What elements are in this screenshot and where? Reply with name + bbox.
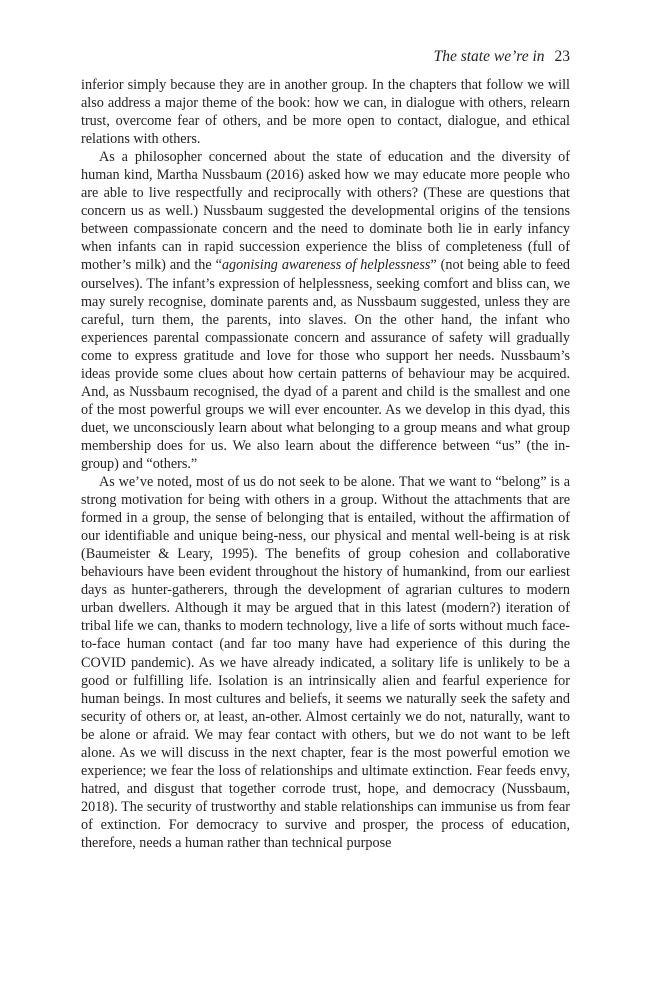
chapter-running-title: The state we’re in <box>433 48 545 65</box>
page-number: 23 <box>554 48 570 65</box>
paragraph-2 <box>81 148 570 473</box>
paragraph-2-text-before: As a philosopher concerned about the state of education and the diversity of human kind, Martha Nussbaum (2016) asked how we may educate more people who are able to live respectfully and reciprocally with others? (These are questions that concern us as well.) Nussbaum suggested the developmental origins of the tensions between compassionate concern and the need to dominate both lie in early infancy when infants can in rapid succession experience the bliss of completeness (full of mother’s milk) and the “ <box>81 149 570 274</box>
book-page <box>81 0 570 1000</box>
paragraph-2-italic-quote: agonising awareness of helplessness <box>221 257 431 274</box>
running-head <box>434 48 570 66</box>
body-text <box>81 76 570 852</box>
paragraph-3: As we’ve noted, most of us do not seek to be alone. That we want to “belong” is a strong motivation for being with others in a group. Without the attachments that are formed in a group, the sense of belonging that is entailed, without the affirmation of our identifiable and unique being-ness, our physical and mental well-being is at risk (Baumeister & Leary, 1995). The benefits of group cohesion and collaborative behaviours have been evident throughout the history of humankind, from our earliest days as hunter-gatherers, through the development of agrarian cultures to modern urban dwellers. Although it may be argued that in this latest (modern?) iteration of tribal life we can, thanks to modern technology, live a life of sorts without much face-to-face human contact (and far too many have had experience of this during the COVID pandemic). As we have already indicated, a solitary life is unlikely to be a good or fulfilling life. Isolation is an intrinsically alien and fearful experience for human beings. In most cultures and beliefs, it seems we naturally seek the safety and security of others or, at least, an-other. Almost certainly we do not, naturally, want to be alone or afraid. We may fear contact with others, but we do not want to be left alone. As we will discuss in the next chapter, fear is the most powerful emotion we experience; we fear the loss of relationships and ultimate extinction. Fear feeds envy, hatred, and disgust that together corrode trust, hope, and democracy (Nussbaum, 2018). The security of trustworthy and stable relationships can immunise us from fear of extinction. For democracy to survive and prosper, the process of education, therefore, needs a human rather than technical purpose <box>81 474 570 851</box>
paragraph-2-text-after: ” (not being able to feed ourselves). The infant’s expression of helplessness, seeking comfort and bliss can, we may surely recognise, dominate parents and, as Nussbaum suggested, unless they are careful, turn them, the parents, into slaves. On the other hand, the infant who experiences parental compassionate concern and assurance of safety will gradually come to express gratitude and love for those who support her needs. Nussbaum’s ideas provide some clues about how certain patterns of behaviour may be acquired. And, as Nussbaum recognised, the dyad of a parent and child is the smallest and one of the most powerful groups we will ever encounter. As we develop in this dyad, this duet, we unconsciously learn about what belonging to a group means and what group membership does for us. We also learn about the difference between “us” (the in-group) and “others.” <box>81 257 571 472</box>
paragraph-1: inferior simply because they are in another group. In the chapters that follow we will also address a major theme of the book: how we can, in dialogue with others, relearn trust, overcome fear of others, and be more open to contact, dialogue, and ethical relations with others. <box>81 77 570 148</box>
